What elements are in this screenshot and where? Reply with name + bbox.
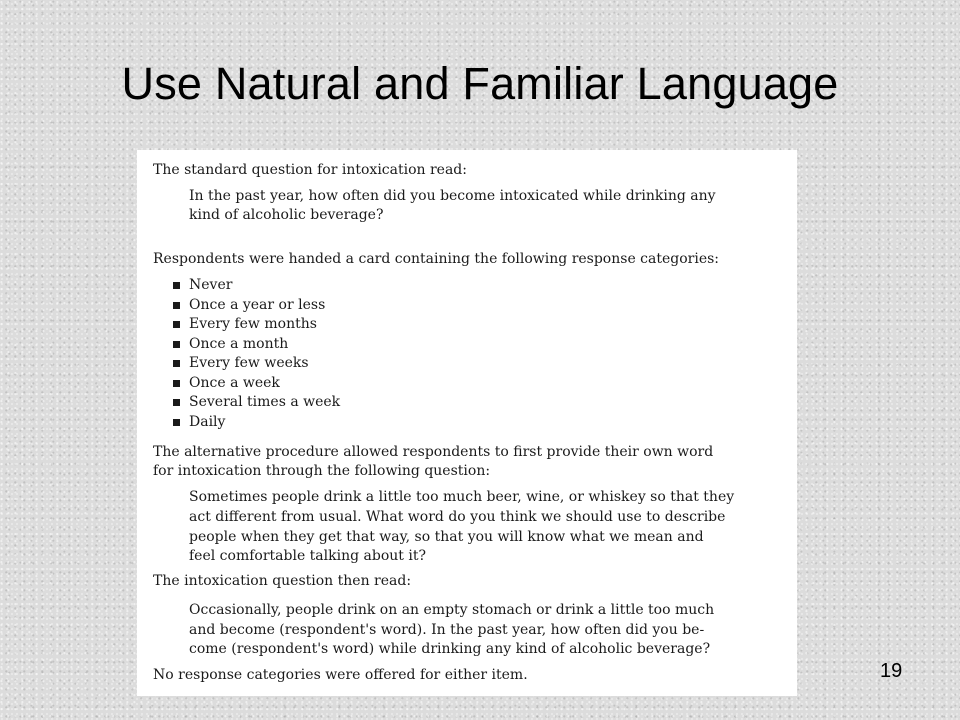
category-label: Every few weeks — [189, 355, 309, 371]
response-category-list — [173, 276, 340, 432]
list-item — [173, 393, 340, 413]
square-bullet-icon — [173, 321, 180, 328]
category-label: Daily — [189, 413, 226, 430]
card-intro: Respondents were handed a card containing the following response categories: — [153, 251, 720, 267]
standard-question-line-2: kind of alcoholic beverage? — [189, 207, 384, 223]
closing-note: No response categories were offered for either item. — [153, 667, 528, 683]
square-bullet-icon — [173, 380, 180, 387]
intoxication-question-line-2: and become (respondent's word). In the past year, how often did you be- — [189, 622, 705, 638]
category-label: Several times a week — [189, 394, 341, 410]
page-number: 19 — [880, 660, 903, 682]
list-item — [173, 276, 340, 296]
square-bullet-icon — [173, 419, 180, 426]
square-bullet-icon — [173, 341, 180, 348]
square-bullet-icon — [173, 399, 180, 406]
list-item — [173, 315, 340, 335]
standard-question-intro: The standard question for intoxication read: — [153, 162, 467, 178]
scanned-document — [137, 150, 797, 696]
list-item — [173, 413, 340, 433]
alternative-question-line-2: act different from usual. What word do you think we should use to describe — [189, 509, 726, 525]
category-label: Once a month — [189, 335, 289, 352]
alternative-question-line-1: Sometimes people drink a little too much beer, wine, or whiskey so that they — [189, 489, 735, 505]
category-label: Once a week — [189, 374, 280, 391]
list-item — [173, 374, 340, 394]
category-label: Once a year or less — [189, 296, 326, 313]
slide-title: Use Natural and Familiar Language — [121, 58, 839, 109]
list-item — [173, 354, 340, 374]
category-label: Every few months — [189, 316, 317, 332]
then-read-label: The intoxication question then read: — [153, 573, 412, 589]
alternative-intro-line-1: The alternative procedure allowed respondents to first provide their own word — [153, 444, 714, 460]
category-label: Never — [189, 277, 233, 293]
square-bullet-icon — [173, 302, 180, 309]
square-bullet-icon — [173, 360, 180, 367]
intoxication-question-line-1: Occasionally, people drink on an empty stomach or drink a little too much — [189, 602, 715, 618]
list-item — [173, 296, 340, 316]
square-bullet-icon — [173, 282, 180, 289]
alternative-question-line-3: people when they get that way, so that you will know what we mean and — [189, 529, 704, 545]
alternative-intro-line-2: for intoxication through the following question: — [153, 463, 491, 479]
alternative-question-line-4: feel comfortable talking about it? — [189, 548, 426, 564]
intoxication-question-line-3: come (respondent's word) while drinking any kind of alcoholic beverage? — [189, 641, 711, 657]
list-item — [173, 335, 340, 355]
standard-question-line-1: In the past year, how often did you become intoxicated while drinking any — [189, 188, 716, 204]
